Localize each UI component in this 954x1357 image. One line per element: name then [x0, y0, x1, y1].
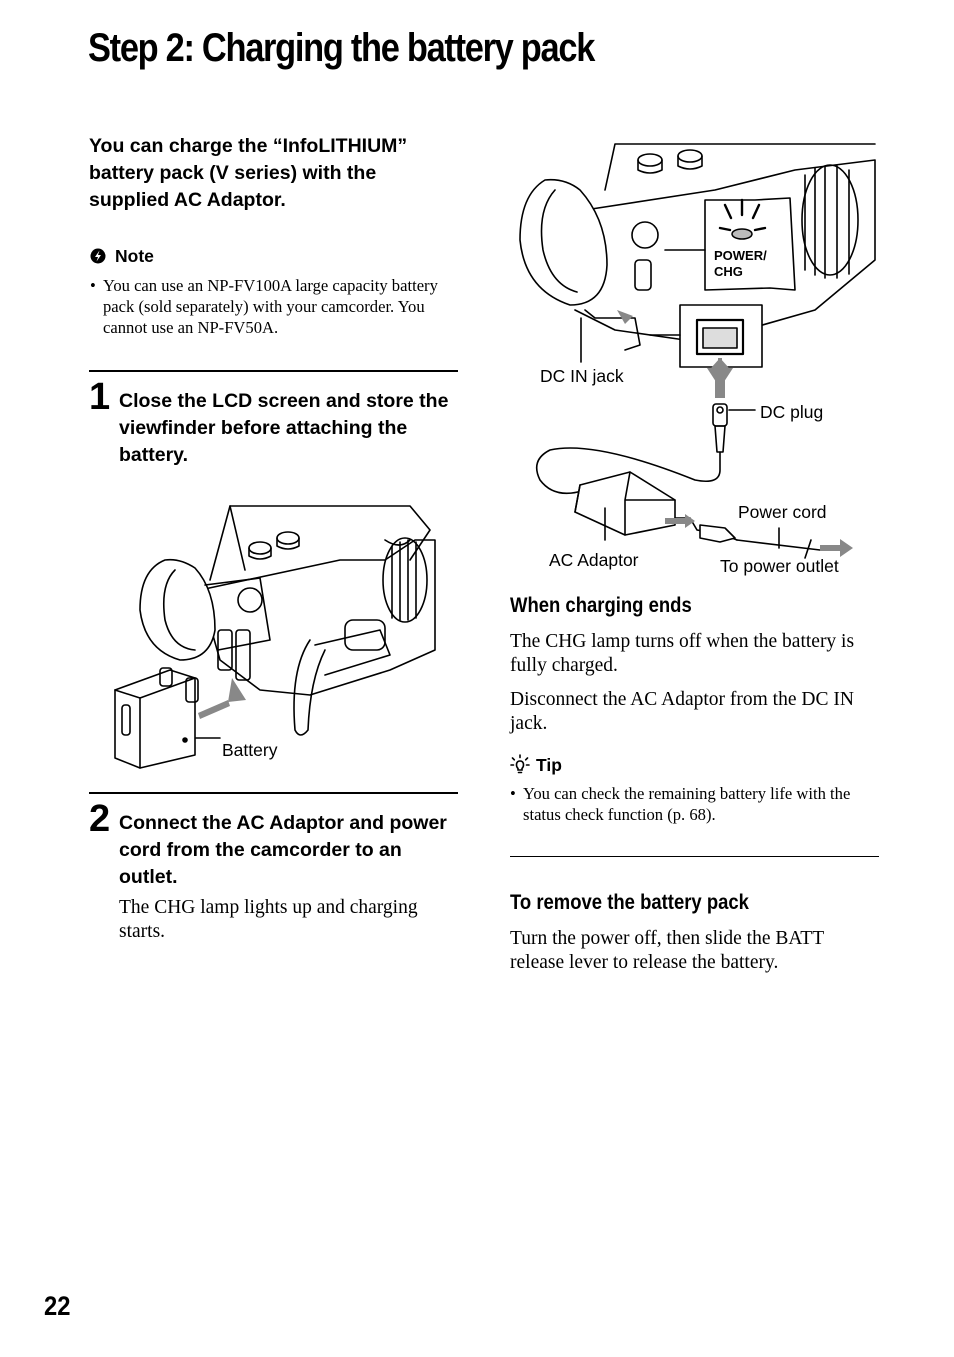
power-cord-label: Power cord: [738, 502, 827, 522]
section-divider: [510, 856, 879, 857]
when-charging-ends-p2: Disconnect the AC Adaptor from the DC IN jack.: [510, 689, 854, 734]
note-heading: [90, 246, 154, 267]
page-number: 22: [44, 1291, 71, 1321]
to-power-outlet-label: To power outlet: [720, 556, 839, 576]
page-title: Step 2: Charging the battery pack: [88, 26, 595, 70]
when-charging-ends-heading: When charging ends: [510, 594, 692, 617]
battery-attach-illustration: [110, 500, 440, 770]
ac-adaptor-connection-illustration: [515, 140, 885, 580]
lamp-label-power: POWER/: [714, 248, 767, 263]
ac-adaptor-label: AC Adaptor: [549, 550, 639, 570]
step-2-body: The CHG lamp lights up and charging starts.: [119, 897, 418, 942]
tip-icon: [510, 754, 530, 774]
dc-plug-label: DC plug: [760, 402, 824, 422]
when-charging-ends-p1: The CHG lamp turns off when the battery is fully charged.: [510, 631, 855, 676]
section-divider: [89, 370, 458, 372]
tip-heading-label: Tip: [536, 755, 562, 775]
note-heading-label: Note: [115, 246, 154, 266]
lamp-label-chg: CHG: [714, 264, 743, 279]
remove-battery-body: Turn the power off, then slide the BATT release lever to release the battery.: [510, 928, 824, 973]
step-2-instruction: Connect the AC Adaptor and power cord from the camcorder to an outlet.: [119, 812, 447, 888]
note-icon: [90, 248, 106, 264]
intro-paragraph: You can charge the “InfoLITHIUM” battery pack (V series) with the supplied AC Adaptor.: [89, 135, 408, 211]
tip-item-text: You can check the remaining battery life with the status check function (p. 68).: [523, 784, 851, 824]
dc-in-jack-label: DC IN jack: [540, 366, 624, 386]
battery-label: Battery: [222, 740, 278, 760]
remove-battery-heading: To remove the battery pack: [510, 891, 749, 914]
step-1-instruction: Close the LCD screen and store the viewfinder before attaching the battery.: [119, 390, 449, 466]
section-divider: [89, 792, 458, 794]
step-2-number: 2: [89, 798, 111, 840]
tip-item: • You can check the remaining battery life with the status check function (p. 68).: [510, 784, 851, 824]
note-item: • You can use an NP-FV100A large capacity battery pack (sold separately) with your camcorder. You cannot use an NP-FV50A.: [90, 276, 438, 337]
tip-heading: [510, 754, 562, 776]
note-item-text: You can use an NP-FV100A large capacity battery pack (sold separately) with your camcorder. You cannot use an NP-FV50A.: [103, 276, 438, 337]
step-1-number: 1: [89, 376, 111, 418]
